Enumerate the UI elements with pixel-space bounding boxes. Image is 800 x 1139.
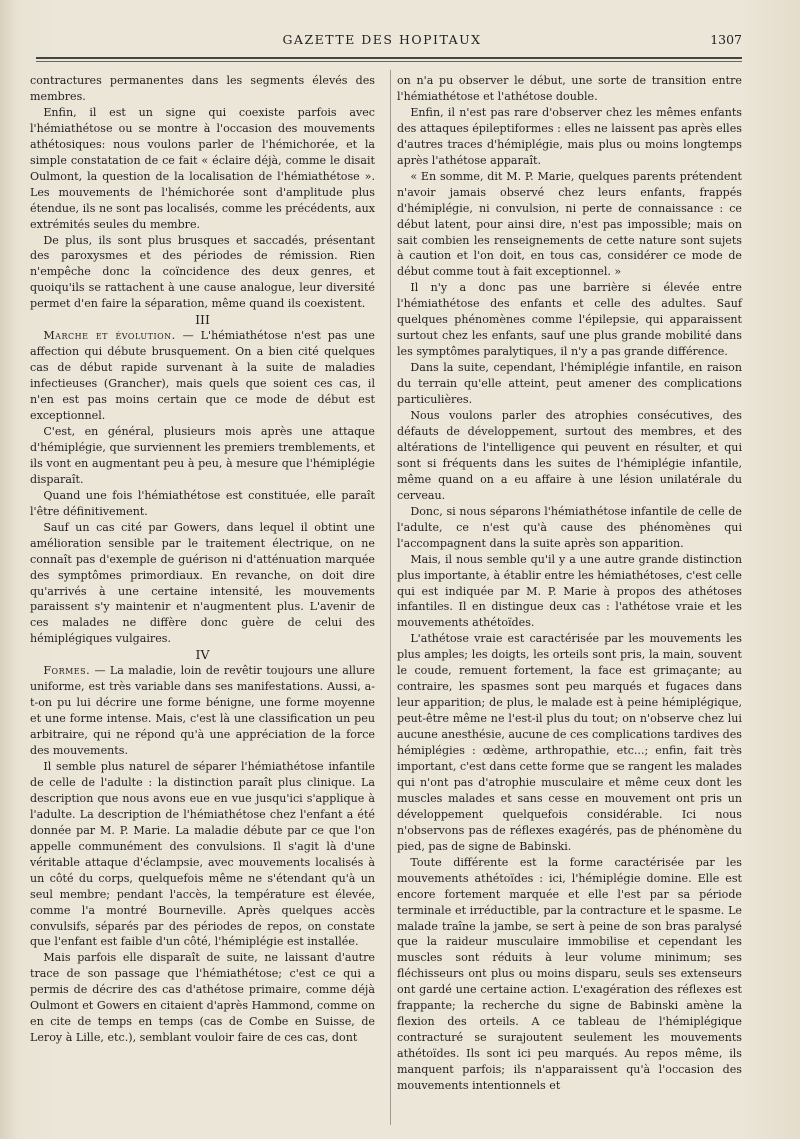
paragraph: Mais parfois elle disparaît de suite, ne laissant d'autre trace de son passage que l'hémiathétose; c'est ce qui a permis de décrire des cas d'athétose primaire, comme déjà Oulmont et Gowers en citaient d'après Hammond, comme on en cite de temps en temps (cas de Combe en Suisse, de Leroy à Lille, etc.), semblant vouloir faire de ces cas, dont [30,951,375,1045]
header-rule-thin [36,61,742,62]
paragraph: Il semble plus naturel de séparer l'hémiathétose infantile de celle de l'adulte : la distinction paraît plus clinique. La description que nous avons eue en vue jusqu'ici s'applique à l'adulte. La description de l'hémiathétose chez l'enfant a été donnée par M. P. Marie. La maladie débute par ce que l'on appelle communément des convulsions. Il s'agit là d'une véritable attaque d'éclampsie, avec mouvements localisés à un côté du corps, quelquefois même ne s'étendant qu'à un seul membre; pendant l'accès, la température est élevée, comme l'a montré Bourneville. Après quelques accès convulsifs, séparés par des périodes de repos, on constate que l'enfant est faible d'un côté, l'hémiplégie est installée. [30,759,375,949]
paragraph: De plus, ils sont plus brusques et saccadés, présentant des paroxysmes et des périodes de rémission. Rien n'empêche donc la coïncidence des deux genres, et quoiqu'ils se rattachent à une cause analogue, leur diversité permet d'en faire la séparation, même quand ils coexistent. [30,233,375,311]
section-numeral: IV [195,647,210,663]
paragraph-text: — L'hémiathétose n'est pas une affection qui débute brusquement. On a bien cité quelques cas de début rapide survenant à la suite de maladies infectieuses (Grancher), mais quels que soient ces cas, il n'en est pas moins certain que ce mode de début est exceptionnel. [30,329,375,423]
running-title: GAZETTE DES HOPITAUX [282,32,482,47]
section-numeral: III [195,312,210,328]
section-heading: Marche et évolution. [43,329,176,343]
paragraph: Il n'y a donc pas une barrière si élevée entre l'hémiathétose des enfants et celle des adultes. Sauf quelques phénomènes comme l'épilepsie, qui apparaissent surtout chez les enfants, sauf une plus grande mobilité dans les symptômes paralytiques, il n'y a pas grande différence. [397,281,742,359]
paragraph [30,663,375,759]
paragraph: Nous voulons parler des atrophies consécutives, des défauts de développement, surtout des membres, et des altérations de l'intelligence qui peuvent en résulter, et qui sont si fréquents dans les suites de l'hémiplégie infantile, même quand on a eu affaire à une lésion unilatérale du cerveau. [397,409,742,502]
section-heading: Formes. [43,664,91,678]
paragraph: Dans la suite, cependant, l'hémiplégie infantile, en raison du terrain qu'elle atteint, peut amener des complications particulières. [397,361,742,407]
paragraph-text: — La maladie, loin de revêtir toujours une allure uniforme, est très variable dans ses manifestations. Aussi, a-t-on pu lui décrire une forme bénigne, une forme moyenne et une forme intense. Mais, c'est là une classification un peu arbitraire, qui ne répond qu'à une appréciation de la force des mouvements. [30,664,375,758]
paragraph: Mais, il nous semble qu'il y a une autre grande distinction plus importante, à établir entre les hémiathétoses, c'est celle qui est indiquée par M. P. Marie à propos des athétoses infantiles. Il en distingue deux cas : l'athétose vraie et les mouvements athétoïdes. [397,552,742,630]
left-column [30,73,375,1046]
paragraph: « En somme, dit M. P. Marie, quelques parents prétendent n'avoir jamais observé chez leurs enfants, frappés d'hémiplégie, ni convulsion, ni perte de connaissance : ce début latent, pour ainsi dire, n'est pas impossible; mais on sait combien les renseignements de cette nature sont sujets à caution et l'on doit, en tous cas, considérer ce mode de début comme tout à fait exceptionnel. » [397,169,742,279]
paragraph: Enfin, il est un signe qui coexiste parfois avec l'hémiathétose ou se montre à l'occasion des mouvements athétosiques: nous voulons parler de l'hémichorée, et la simple constatation de ce fait « éclaire déjà, comme le disait Oulmont, la question de la localisation de l'hémiathétose ». Les mouvements de l'hémichorée sont d'amplitude plus étendue, ils ne sont pas localisés, comme les précédents, aux extrémités seules du membre. [30,105,375,231]
paragraph: Donc, si nous séparons l'hémiathétose infantile de celle de l'adulte, ce n'est qu'à cause des phénomènes qui l'accompagnent dans la suite après son apparition. [397,504,742,550]
page-header [22,32,742,50]
paragraph: contractures permanentes dans les segments élevés des membres. [30,74,375,103]
paragraph: L'athétose vraie est caractérisée par les mouvements les plus amples; les doigts, les orteils sont pris, la main, souvent le coude, remuent fortement, la face est grimaçante; au contraire, les spasmes sont peu marqués et fugaces dans leur apparition; de plus, le malade est à peine hémiplégique, peut-être même ne l'est-il plus du tout; on n'observe chez lui aucune anesthésie, aucune de ces complications tardives des hémiplégies : œdème, arthropathie, etc...; enfin, fait très important, c'est dans cette forme que se rangent les malades qui n'ont pas d'atrophie musculaire et même ceux dont les muscles malades et sans cesse en mouvement ont pris un développement quelquefois considérable. Ici nous n'observons pas de réflexes exagérés, pas de phénomène du pied, pas de signe de Babinski. [397,632,742,853]
paragraph: Toute différente est la forme caractérisée par les mouvements athétoïdes : ici, l'hémiplégie domine. Elle est encore fortement marquée et elle l'est par sa période terminale et irréductible, par la contracture et le spasme. Le malade traîne la jambe, se sert à peine de son bras paralysé que la raideur musculaire immobilise et cependant les muscles sont réduits à leur volume minimum; ses fléchisseurs ont plus ou moins disparu, seuls ses extenseurs ont gardé une certaine action. L'exagération des réflexes est frappante; la recherche du signe de Babinski amène la flexion des orteils. A ce tableau de l'hémiplégique contracturé se surajoutent seulement les mouvements athétoïdes. Ils sont ici peu marqués. Au repos même, ils manquent parfois; ils n'apparaissent qu'à l'occasion des mouvements intentionnels et [397,855,742,1093]
page-number: 1307 [710,32,742,47]
paragraph: Enfin, il n'est pas rare d'observer chez les mêmes enfants des attaques épileptiformes : elles ne laissent pas après elles d'autres traces d'hémiplégie, mais plus ou moins longtemps après l'athétose apparaît. [397,105,742,167]
column-divider [390,70,391,1125]
right-column [397,73,742,1094]
paragraph: Sauf un cas cité par Gowers, dans lequel il obtint une amélioration sensible par le traitement électrique, on ne connaît pas d'exemple de guérison ni d'atténuation marquée des symptômes primordiaux. En revanche, on doit dire qu'arrivés à une certaine intensité, les mouvements paraissent s'y maintenir et n'augmentent plus. L'avenir de ces malades ne diffère donc guère de celui des hémiplégiques vulgaires. [30,520,375,646]
paragraph: C'est, en général, plusieurs mois après une attaque d'hémiplégie, que surviennent les premiers tremblements, et ils vont en augmentant peu à peu, à mesure que l'hémiplégie disparaît. [30,424,375,486]
paragraph [30,328,375,424]
paragraph: Quand une fois l'hémiathétose est constituée, elle paraît l'être définitivement. [30,488,375,518]
header-rule-thick [36,57,742,59]
paragraph: on n'a pu observer le début, une sorte de transition entre l'hémiathétose et l'athétose double. [397,74,742,103]
